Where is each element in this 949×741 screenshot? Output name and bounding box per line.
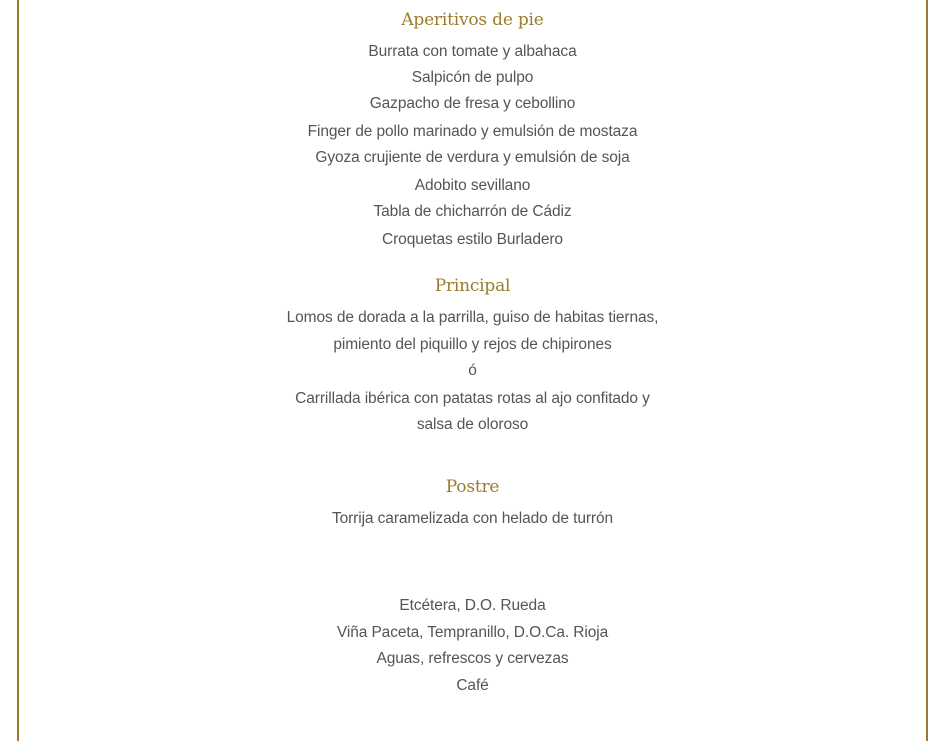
- bebida-item: Café: [456, 677, 489, 694]
- aperitivo-item: Croquetas estilo Burladero: [382, 231, 563, 248]
- aperitivo-item: Finger de pollo marinado y emulsión de mostaza: [307, 123, 638, 140]
- aperitivo-item: Gazpacho de fresa y cebollino: [369, 95, 576, 112]
- aperitivos-heading: Aperitivos de pie: [401, 10, 544, 30]
- aperitivo-item: Adobito sevillano: [414, 177, 531, 194]
- bebida-item: Viña Paceta, Tempranillo, D.O.Ca. Rioja: [336, 624, 609, 641]
- aperitivo-item: Salpicón de pulpo: [411, 69, 534, 86]
- bebida-item: Aguas, refrescos y cervezas: [376, 650, 569, 667]
- aperitivo-item: Tabla de chicharrón de Cádiz: [373, 203, 572, 220]
- principal-option-2-line-1: Carrillada ibérica con patatas rotas al ajo confitado y: [295, 390, 650, 407]
- principal-separator: ó: [468, 362, 477, 379]
- bebida-item: Etcétera, D.O. Rueda: [399, 597, 546, 614]
- principal-option-1-line-2: pimiento del piquillo y rejos de chipirones: [333, 336, 612, 353]
- principal-heading: Principal: [434, 276, 511, 296]
- postre-heading: Postre: [445, 477, 500, 497]
- principal-option-1-line-1: Lomos de dorada a la parrilla, guiso de habitas tiernas,: [286, 309, 659, 326]
- postre-item: Torrija caramelizada con helado de turrón: [331, 510, 614, 527]
- aperitivo-item: Burrata con tomate y albahaca: [368, 43, 577, 60]
- principal-option-2-line-2: salsa de oloroso: [416, 416, 529, 433]
- aperitivo-item: Gyoza crujiente de verdura y emulsión de soja: [315, 149, 630, 166]
